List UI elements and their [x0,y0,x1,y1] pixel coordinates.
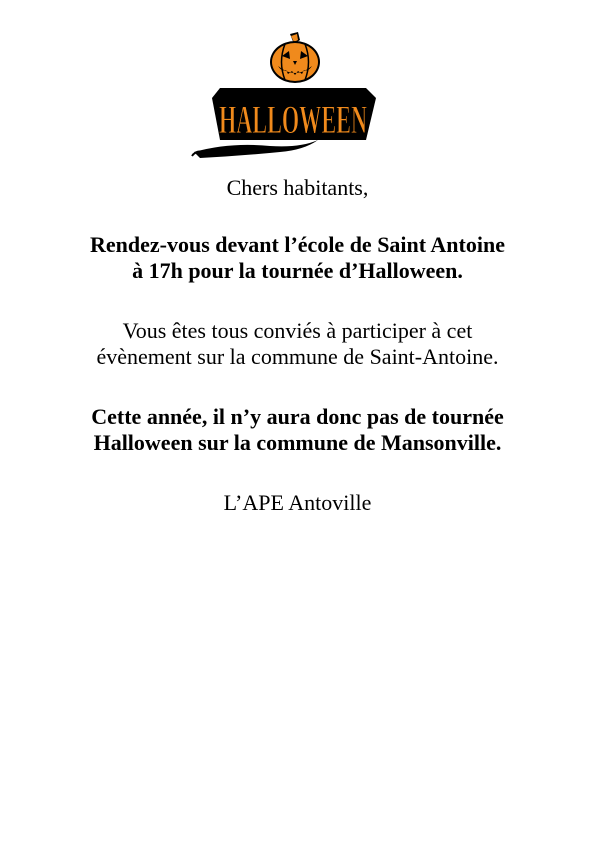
invitation-paragraph [20,318,575,370]
signature: L’APE Antoville [223,490,372,515]
halloween-logo-graphic [190,30,395,165]
halloween-logo [190,30,395,165]
meeting-line-1: Rendez-vous devant l’école de Saint Antoine [90,232,505,257]
logo-word: HALLOWEEN [219,97,368,142]
notice-paragraph [20,404,575,456]
meeting-announcement [20,232,575,284]
notice-line-2: Halloween sur la commune de Mansonville. [93,430,502,455]
invitation-line-2: évènement sur la commune de Saint-Antoine. [96,344,499,369]
notice-line-1: Cette année, il n’y aura donc pas de tournée [91,404,504,429]
greeting: Chers habitants, [226,175,369,200]
invitation-line-1: Vous êtes tous conviés à participer à cet [122,318,473,343]
meeting-line-2: à 17h pour la tournée d’Halloween. [132,258,463,283]
